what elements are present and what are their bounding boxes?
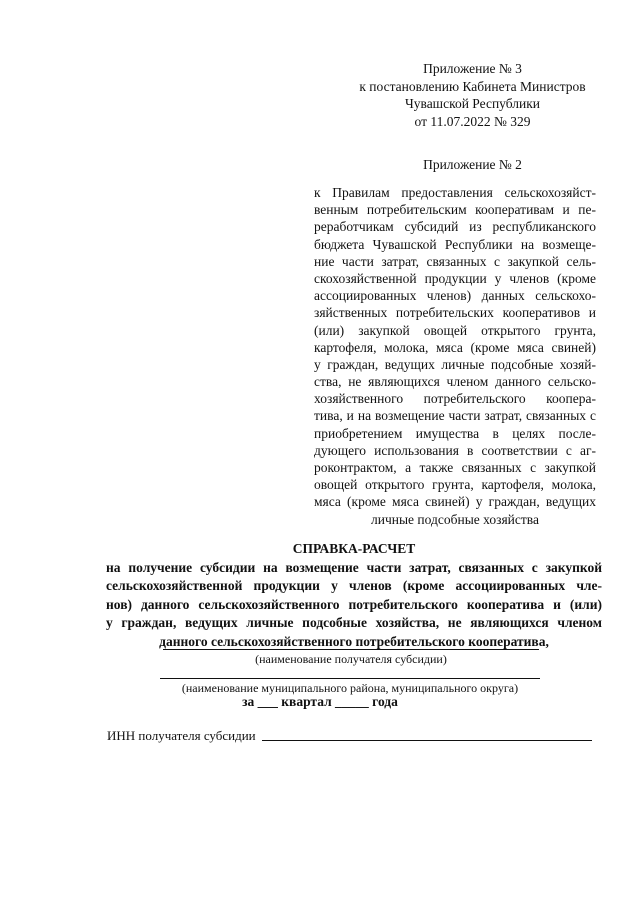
calculation-title: СПРАВКА-РАСЧЕТ (292, 541, 416, 556)
inn-input-line[interactable] (262, 740, 592, 741)
rules-line: (или) закупкой овощей открытого грунта, (314, 322, 596, 338)
rules-line: ассоциированных членов) данных сельскохо- (314, 288, 596, 304)
rules-line: венным потребительским кооперативам и пе- (314, 202, 596, 218)
heading-line: нов) данного сельскохозяйственного потребительского кооператива и (или) (106, 596, 602, 612)
appendix-3-header (330, 60, 615, 130)
rules-line: зяйственных потребительских кооперативов и (314, 305, 596, 321)
rules-line: бюджета Чувашской Республики на возмеще- (314, 236, 596, 252)
rules-line: картофеля, молока, мяса (кроме мяса свиней) (314, 339, 596, 355)
heading-line: на получение субсидии на возмещение части затрат, связанных с закупкой (106, 559, 602, 575)
district-name-caption: (наименование муниципального района, муниципального округа) (181, 681, 519, 695)
rules-line: дующего использования в соответствии с аг- (314, 442, 596, 458)
appendix-3-line: Чувашской Республики (404, 96, 541, 112)
appendix-3-line: Приложение № 3 (423, 61, 522, 76)
quarter-year-line: за ___ квартал _____ года (242, 694, 398, 709)
rules-line: личные подсобные хозяйства (371, 511, 539, 527)
inn-label: ИНН получателя субсидии (107, 728, 256, 743)
rules-line: роконтрактом, а также связанных с закупкой (314, 460, 596, 475)
heading-line: данного сельскохозяйственного потребительского кооператива, (159, 633, 549, 649)
heading-line: сельскохозяйственной продукции у членов (кроме ассоциированных чле- (106, 578, 602, 594)
rules-line: тива, и на возмещение части затрат, связанных с (314, 408, 596, 424)
rules-line: мяса (кроме мяса свиней) у граждан, ведущих (314, 494, 596, 510)
district-name-line[interactable] (160, 678, 540, 679)
rules-line: хозяйственного потребительского коопера- (314, 391, 596, 407)
calculation-heading (106, 540, 602, 652)
appendix-3-line: к постановлению Кабинета Министров (359, 78, 586, 94)
appendix-2-rules-text (314, 184, 596, 528)
rules-line: ние части затрат, связанных с закупкой сель- (314, 253, 596, 269)
appendix-3-line: от 11.07.2022 № 329 (414, 113, 531, 129)
rules-line: у граждан, ведущих личные подсобные хозяй- (314, 356, 596, 372)
rules-line: скохозяйственной продукции у членов (кроме (314, 270, 596, 286)
appendix-2-title: Приложение № 2 (423, 157, 522, 172)
rules-line: приобретением имущества в целях после- (314, 425, 596, 441)
rules-line: ства, не являющихся членом данного сельско- (314, 374, 596, 390)
heading-line: у граждан, ведущих личные подсобные хозяйства, не являющихся членом (106, 615, 602, 631)
recipient-name-line[interactable] (163, 649, 539, 650)
recipient-name-caption: (наименование получателя субсидии) (255, 652, 447, 666)
rules-line: к Правилам предоставления сельскохозяйст- (314, 185, 596, 200)
rules-line: реработчикам субсидий из республиканского (314, 219, 596, 235)
rules-line: овощей открытого грунта, картофеля, молока, (314, 477, 596, 493)
